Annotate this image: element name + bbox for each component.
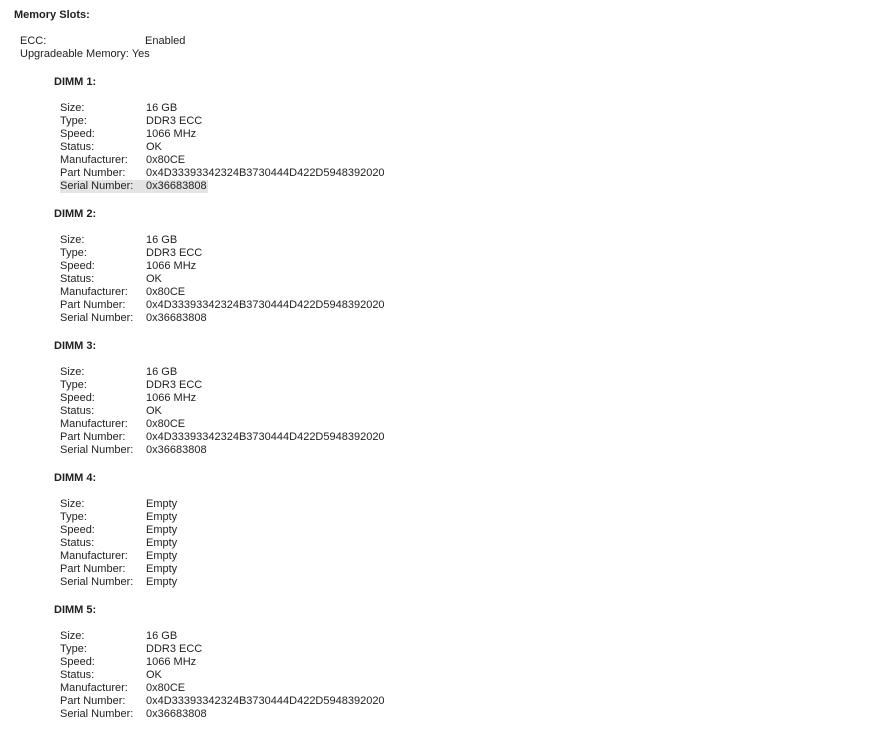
serial-number-label: Serial Number: <box>60 444 134 456</box>
serial-number-label: Serial Number: <box>60 576 134 588</box>
status-value: Empty <box>146 537 178 549</box>
size-row[interactable] <box>60 498 177 511</box>
serial-number-value: 0x36683808 <box>146 708 207 720</box>
upgradeable-memory-label: Upgradeable Memory: <box>20 48 129 60</box>
part-number-row[interactable] <box>60 431 385 444</box>
type-label: Type: <box>60 643 87 655</box>
speed-row[interactable] <box>60 260 385 273</box>
part-number-label: Part Number: <box>60 695 126 707</box>
type-value: Empty <box>146 511 178 523</box>
dimm-properties <box>60 630 385 721</box>
part-number-row[interactable] <box>60 695 385 708</box>
dimm-properties <box>60 366 385 457</box>
speed-row[interactable] <box>60 392 385 405</box>
manufacturer-label: Manufacturer: <box>60 154 128 166</box>
size-row[interactable] <box>60 366 385 379</box>
size-value: Empty <box>146 498 178 510</box>
speed-row[interactable] <box>60 656 385 669</box>
type-value: DDR3 ECC <box>146 247 203 259</box>
speed-value: 1066 MHz <box>146 128 197 140</box>
speed-label: Speed: <box>60 260 95 272</box>
speed-value: Empty <box>146 524 178 536</box>
manufacturer-row[interactable] <box>60 682 385 695</box>
status-row[interactable] <box>60 273 385 286</box>
type-row[interactable] <box>60 247 385 260</box>
type-value: DDR3 ECC <box>146 115 203 127</box>
ecc-row[interactable] <box>20 35 185 48</box>
part-number-row[interactable] <box>60 563 177 576</box>
status-value: OK <box>146 669 162 681</box>
type-value: DDR3 ECC <box>146 379 203 391</box>
size-value: 16 GB <box>146 102 178 114</box>
serial-number-value: Empty <box>146 576 178 588</box>
speed-label: Speed: <box>60 128 95 140</box>
memory-summary <box>20 35 185 61</box>
dimm-5 <box>54 603 385 721</box>
type-value: DDR3 ECC <box>146 643 203 655</box>
serial-number-row[interactable] <box>60 444 385 457</box>
status-value: OK <box>146 405 162 417</box>
serial-number-row[interactable] <box>60 576 177 589</box>
speed-label: Speed: <box>60 524 95 536</box>
speed-label: Speed: <box>60 656 95 668</box>
manufacturer-label: Manufacturer: <box>60 550 128 562</box>
size-row[interactable] <box>60 234 385 247</box>
speed-row[interactable] <box>60 524 177 537</box>
status-row[interactable] <box>60 405 385 418</box>
upgradeable-memory-value: Yes <box>131 48 150 60</box>
size-row[interactable] <box>60 102 385 115</box>
status-row[interactable] <box>60 537 177 550</box>
speed-row[interactable] <box>60 128 385 141</box>
serial-number-row[interactable] <box>60 312 385 325</box>
type-row[interactable] <box>60 379 385 392</box>
part-number-value: 0x4D33393342324B3730444D422D5948392020 <box>146 695 385 707</box>
manufacturer-label: Manufacturer: <box>60 418 128 430</box>
speed-value: 1066 MHz <box>146 260 197 272</box>
status-label: Status: <box>60 669 95 681</box>
manufacturer-value: 0x80CE <box>146 154 186 166</box>
dimm-properties <box>60 234 385 325</box>
part-number-row[interactable] <box>60 299 385 312</box>
size-label: Size: <box>60 366 85 378</box>
size-value: 16 GB <box>146 234 178 246</box>
part-number-label: Part Number: <box>60 299 126 311</box>
speed-value: 1066 MHz <box>146 656 197 668</box>
dimm-3 <box>54 339 385 457</box>
manufacturer-row[interactable] <box>60 286 385 299</box>
manufacturer-value: 0x80CE <box>146 682 186 694</box>
part-number-value: 0x4D33393342324B3730444D422D5948392020 <box>146 431 385 443</box>
type-label: Type: <box>60 379 87 391</box>
serial-number-value: 0x36683808 <box>146 312 207 324</box>
manufacturer-value: 0x80CE <box>146 286 186 298</box>
dimm-title: DIMM 3: <box>54 340 97 352</box>
dimm-title: DIMM 1: <box>54 76 97 88</box>
status-value: OK <box>146 141 162 153</box>
status-label: Status: <box>60 141 95 153</box>
size-label: Size: <box>60 498 85 510</box>
size-value: 16 GB <box>146 366 178 378</box>
part-number-row[interactable] <box>60 167 385 180</box>
speed-label: Speed: <box>60 392 95 404</box>
dimm-4 <box>54 471 177 589</box>
type-row[interactable] <box>60 115 385 128</box>
ecc-value: Enabled <box>145 35 186 47</box>
serial-number-value: 0x36683808 <box>146 444 207 456</box>
dimm-2 <box>54 207 385 325</box>
size-value: 16 GB <box>146 630 178 642</box>
section-title: Memory Slots: <box>14 9 90 21</box>
status-row[interactable] <box>60 669 385 682</box>
manufacturer-row[interactable] <box>60 550 177 563</box>
upgradeable-memory-row[interactable] <box>20 48 185 61</box>
dimm-1 <box>54 75 385 193</box>
size-row[interactable] <box>60 630 385 643</box>
dimm-title: DIMM 4: <box>54 472 97 484</box>
status-label: Status: <box>60 405 95 417</box>
status-value: OK <box>146 273 162 285</box>
part-number-label: Part Number: <box>60 167 126 179</box>
part-number-label: Part Number: <box>60 563 126 575</box>
serial-number-label: Serial Number: <box>60 708 134 720</box>
dimm-title: DIMM 5: <box>54 604 97 616</box>
type-label: Type: <box>60 511 87 523</box>
status-label: Status: <box>60 537 95 549</box>
size-label: Size: <box>60 630 85 642</box>
serial-number-value: 0x36683808 <box>146 180 207 192</box>
dimm-title: DIMM 2: <box>54 208 97 220</box>
manufacturer-value: Empty <box>146 550 178 562</box>
type-label: Type: <box>60 247 87 259</box>
manufacturer-label: Manufacturer: <box>60 286 128 298</box>
part-number-value: 0x4D33393342324B3730444D422D5948392020 <box>146 299 385 311</box>
ecc-label: ECC: <box>20 35 47 47</box>
serial-number-label: Serial Number: <box>60 312 134 324</box>
status-row[interactable] <box>60 141 385 154</box>
size-label: Size: <box>60 234 85 246</box>
serial-number-row-selected[interactable] <box>60 180 208 193</box>
size-label: Size: <box>60 102 85 114</box>
manufacturer-row[interactable] <box>60 154 385 167</box>
status-label: Status: <box>60 273 95 285</box>
manufacturer-label: Manufacturer: <box>60 682 128 694</box>
type-label: Type: <box>60 115 87 127</box>
serial-number-label: Serial Number: <box>60 180 134 192</box>
dimm-properties <box>60 102 385 193</box>
part-number-value: Empty <box>146 563 178 575</box>
serial-number-row[interactable] <box>60 708 385 721</box>
part-number-value: 0x4D33393342324B3730444D422D5948392020 <box>146 167 385 179</box>
part-number-label: Part Number: <box>60 431 126 443</box>
type-row[interactable] <box>60 511 177 524</box>
type-row[interactable] <box>60 643 385 656</box>
manufacturer-value: 0x80CE <box>146 418 186 430</box>
speed-value: 1066 MHz <box>146 392 197 404</box>
manufacturer-row[interactable] <box>60 418 385 431</box>
dimm-properties <box>60 498 177 589</box>
